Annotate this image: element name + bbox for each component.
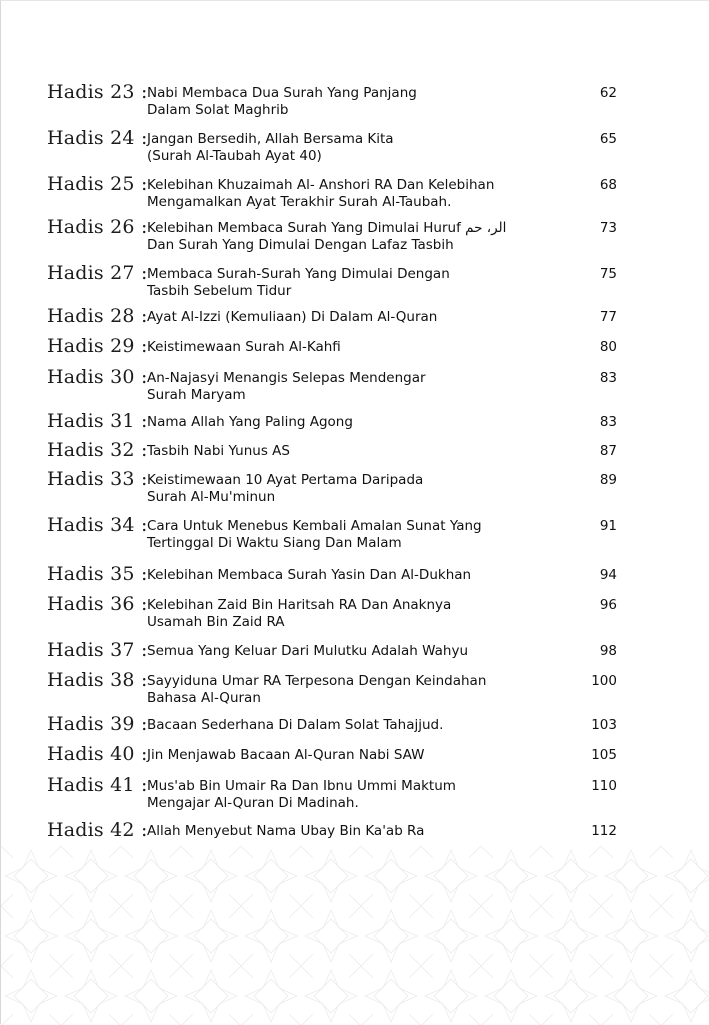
entry-title-line: Jin Menjawab Bacaan Al-Quran Nabi SAW <box>147 747 425 763</box>
entry-title-line: Dan Surah Yang Dimulai Dengan Lafaz Tasbih <box>147 237 454 253</box>
entry-title-line: Sayyiduna Umar RA Terpesona Dengan Keindahan <box>147 673 487 689</box>
entry-title <box>147 597 567 631</box>
hadis-number: Hadis 28 : <box>47 305 148 327</box>
hadis-number: Hadis 42 : <box>47 819 148 841</box>
page-number: 83 <box>599 414 617 430</box>
page-number: 87 <box>599 443 617 459</box>
entry-title <box>147 131 567 165</box>
entry-title-line: An-Najasyi Menangis Selepas Mendengar <box>147 370 426 386</box>
entry-title <box>147 339 567 356</box>
entry-title <box>147 177 567 211</box>
entry-title-line: Allah Menyebut Nama Ubay Bin Ka'ab Ra <box>147 823 425 839</box>
page-number: 65 <box>599 131 617 147</box>
hadis-number: Hadis 37 : <box>47 639 148 661</box>
entry-title <box>147 472 567 506</box>
entry-title-line: Bahasa Al-Quran <box>147 690 261 706</box>
entry-title <box>147 717 567 734</box>
entry-title <box>147 220 567 254</box>
hadis-number: Hadis 24 : <box>47 127 148 149</box>
entry-title-line: Nabi Membaca Dua Surah Yang Panjang <box>147 85 417 101</box>
page-number: 68 <box>599 177 617 193</box>
entry-title <box>147 673 567 707</box>
page-number: 62 <box>599 85 617 101</box>
entry-title-line: (Surah Al-Taubah Ayat 40) <box>147 148 322 164</box>
page-number: 110 <box>591 778 617 794</box>
entry-title <box>147 823 567 840</box>
page-number: 75 <box>599 266 617 282</box>
entry-title-line: Kelebihan Membaca Surah Yasin Dan Al-Dukhan <box>147 567 472 583</box>
entry-title-line: Tertinggal Di Waktu Siang Dan Malam <box>147 535 402 551</box>
entry-title-line: Surah Al-Mu'minun <box>147 489 276 505</box>
page-number: 77 <box>599 309 617 325</box>
page-number: 73 <box>599 220 617 236</box>
page-number: 94 <box>599 567 617 583</box>
entry-title <box>147 370 567 404</box>
hadis-number: Hadis 40 : <box>47 743 148 765</box>
decorative-pattern <box>1 846 709 1025</box>
hadis-number: Hadis 29 : <box>47 335 148 357</box>
hadis-number: Hadis 31 : <box>47 410 148 432</box>
entry-title <box>147 778 567 812</box>
entry-title-line: Keistimewaan Surah Al-Kahfi <box>147 339 341 355</box>
entry-title-line: Kelebihan Khuzaimah Al- Anshori RA Dan Kelebihan <box>147 177 495 193</box>
entry-title-line: Nama Allah Yang Paling Agong <box>147 414 353 430</box>
entry-title <box>147 518 567 552</box>
page-number: 105 <box>591 747 617 763</box>
hadis-number: Hadis 27 : <box>47 262 148 284</box>
hadis-number: Hadis 26 : <box>47 216 148 238</box>
hadis-number: Hadis 33 : <box>47 468 148 490</box>
entry-title-line: Membaca Surah-Surah Yang Dimulai Dengan <box>147 266 450 282</box>
page-number: 96 <box>599 597 617 613</box>
entry-title <box>147 567 567 584</box>
entry-title-line: Jangan Bersedih, Allah Bersama Kita <box>147 131 394 147</box>
hadis-number: Hadis 41 : <box>47 774 148 796</box>
page-number: 83 <box>599 370 617 386</box>
entry-title-line: Bacaan Sederhana Di Dalam Solat Tahajjud. <box>147 717 444 733</box>
entry-title-line: Cara Untuk Menebus Kembali Amalan Sunat Yang <box>147 518 482 534</box>
hadis-number: Hadis 23 : <box>47 81 148 103</box>
entry-title-line: Mus'ab Bin Umair Ra Dan Ibnu Ummi Maktum <box>147 778 456 794</box>
hadis-number: Hadis 35 : <box>47 563 148 585</box>
entry-title <box>147 414 567 431</box>
page-number: 98 <box>599 643 617 659</box>
hadis-number: Hadis 32 : <box>47 439 148 461</box>
hadis-number: Hadis 39 : <box>47 713 148 735</box>
entry-title-line: Usamah Bin Zaid RA <box>147 614 285 630</box>
entry-title <box>147 747 567 764</box>
entry-title-line: Mengajar Al-Quran Di Madinah. <box>147 795 359 811</box>
entry-title-line: Kelebihan Zaid Bin Haritsah RA Dan Anaknya <box>147 597 452 613</box>
entry-title-line: Tasbih Sebelum Tidur <box>147 283 292 299</box>
hadis-number: Hadis 34 : <box>47 514 148 536</box>
entry-title <box>147 85 567 119</box>
hadis-number: Hadis 30 : <box>47 366 148 388</box>
hadis-number: Hadis 38 : <box>47 669 148 691</box>
page-number: 80 <box>599 339 617 355</box>
entry-title <box>147 643 567 660</box>
entry-title-line: Tasbih Nabi Yunus AS <box>147 443 290 459</box>
entry-title <box>147 309 567 326</box>
entry-title <box>147 443 567 460</box>
hadis-number: Hadis 36 : <box>47 593 148 615</box>
entry-title <box>147 266 567 300</box>
page-number: 100 <box>591 673 617 689</box>
entry-title-line: Kelebihan Membaca Surah Yang Dimulai Huruf الر، حم <box>147 220 507 236</box>
hadis-number: Hadis 25 : <box>47 173 148 195</box>
entry-title-line: Mengamalkan Ayat Terakhir Surah Al-Taubah. <box>147 194 452 210</box>
page-number: 103 <box>591 717 617 733</box>
entry-title-line: Ayat Al-Izzi (Kemuliaan) Di Dalam Al-Quran <box>147 309 438 325</box>
page-number: 89 <box>599 472 617 488</box>
page-number: 91 <box>599 518 617 534</box>
entry-title-line: Keistimewaan 10 Ayat Pertama Daripada <box>147 472 424 488</box>
entry-title-line: Dalam Solat Maghrib <box>147 102 289 118</box>
entry-title-line: Semua Yang Keluar Dari Mulutku Adalah Wahyu <box>147 643 469 659</box>
page-number: 112 <box>591 823 617 839</box>
entry-title-line: Surah Maryam <box>147 387 246 403</box>
